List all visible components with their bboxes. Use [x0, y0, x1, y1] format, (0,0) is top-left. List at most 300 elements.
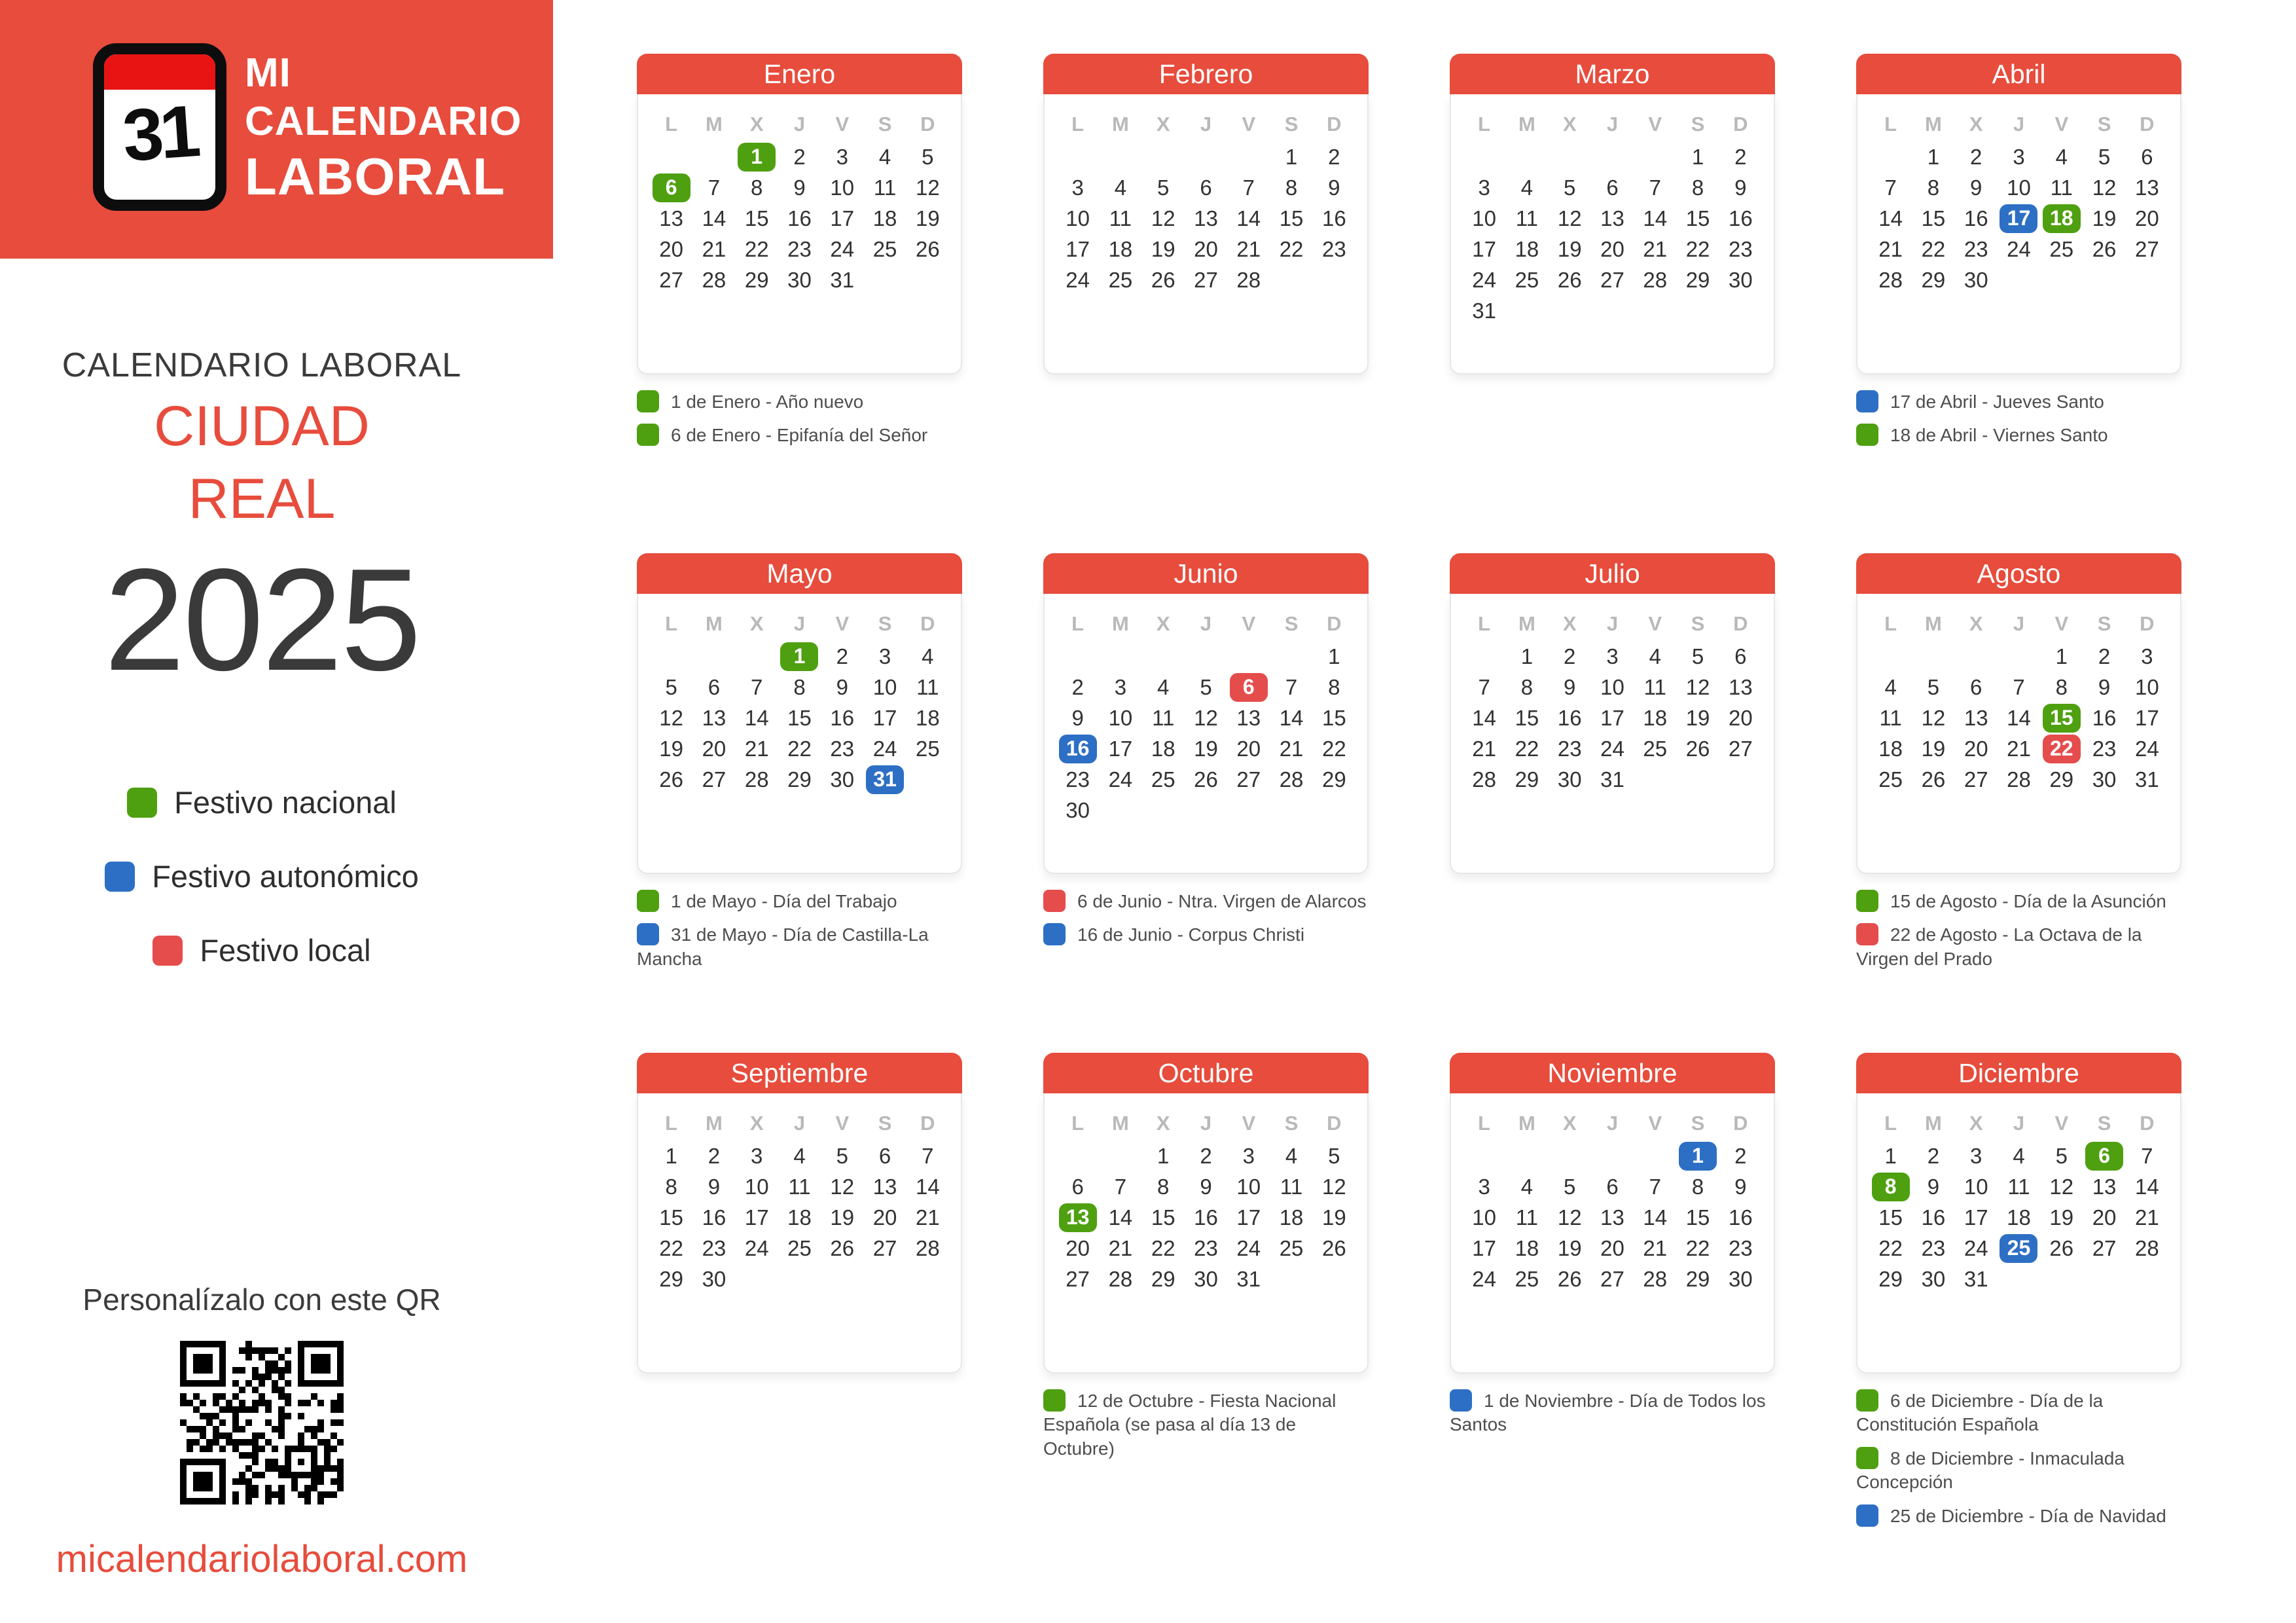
day-cell — [1719, 1233, 1762, 1264]
day-cell — [906, 1233, 949, 1264]
month-block — [1043, 54, 1369, 390]
weekday-letter: J — [793, 113, 806, 136]
day-cell — [1869, 264, 1912, 295]
day-cell — [1955, 203, 1998, 234]
weekday-letter: S — [1691, 1112, 1705, 1135]
day-number: 9 — [708, 1174, 721, 1199]
month-block — [637, 553, 962, 981]
day-number: 9 — [793, 175, 806, 200]
day-number: 7 — [751, 674, 763, 699]
day-number: 12 — [915, 175, 940, 200]
day-number: 17 — [1472, 1235, 1496, 1260]
day-number: 21 — [2007, 736, 2031, 761]
month-block — [1450, 54, 1775, 390]
day-number: 16 — [787, 206, 812, 230]
day-cell — [1912, 141, 1954, 172]
day-cell — [1549, 234, 1591, 264]
note-color-swatch — [1856, 1447, 1878, 1469]
day-cell — [736, 1233, 778, 1264]
day-cell — [692, 1171, 735, 1202]
day-number: 5 — [1157, 175, 1170, 200]
empty-cell — [1505, 141, 1548, 172]
day-cell — [1270, 1202, 1312, 1233]
day-number: 25 — [1279, 1235, 1304, 1260]
day-number: 29 — [1321, 767, 1346, 792]
day-number: 27 — [1194, 267, 1218, 292]
day-number: 18 — [1108, 236, 1133, 261]
weekday-letter: J — [1606, 113, 1619, 136]
day-number: 19 — [1921, 736, 1946, 761]
day-number: 17 — [1066, 236, 1090, 261]
day-cell — [2126, 702, 2168, 733]
month-block — [637, 1053, 962, 1389]
day-number: 30 — [2092, 767, 2117, 792]
day-number: 18 — [915, 705, 940, 730]
day-cell — [1185, 264, 1227, 295]
day-number: 9 — [1734, 1174, 1747, 1199]
months-grid — [637, 54, 2181, 1552]
day-number: 23 — [787, 236, 812, 261]
day-number: 7 — [1884, 175, 1897, 200]
empty-cell — [1227, 641, 1270, 672]
day-cell — [1676, 234, 1719, 264]
day-cell — [1056, 264, 1099, 295]
day-cell — [1955, 234, 1998, 264]
weekday-letter: L — [665, 612, 678, 635]
day-number: 19 — [2092, 206, 2117, 230]
day-number: 1 — [2055, 644, 2068, 668]
month-body — [1043, 94, 1369, 374]
day-number: 1 — [1927, 144, 1940, 169]
day-number: 9 — [1328, 175, 1340, 200]
note-item — [637, 923, 962, 971]
note-color-swatch — [637, 890, 659, 912]
weekday-letter: D — [1733, 1112, 1748, 1135]
day-cell — [1463, 733, 1505, 764]
day-number: 27 — [872, 1235, 897, 1260]
day-cell — [2040, 234, 2083, 264]
day-cell — [736, 702, 778, 733]
weekday-header — [1869, 612, 2168, 636]
day-cell — [2083, 172, 2125, 203]
day-number: 22 — [1515, 736, 1539, 761]
day-number: 3 — [2141, 644, 2153, 668]
day-number: 7 — [922, 1143, 934, 1168]
day-cell — [1056, 672, 1099, 702]
day-cell — [863, 141, 906, 172]
weekday-letter: S — [878, 1112, 892, 1135]
day-cell — [1505, 1171, 1548, 1202]
day-number: 10 — [1236, 1174, 1261, 1199]
note-color-swatch — [1856, 1389, 1878, 1412]
day-cell — [2126, 141, 2168, 172]
day-cell — [821, 1171, 863, 1202]
day-number: 10 — [1066, 206, 1090, 230]
day-cell — [1549, 1233, 1591, 1264]
weekday-header — [650, 1112, 949, 1135]
day-number: 19 — [1194, 736, 1218, 761]
holiday-chip: 1 — [780, 642, 818, 671]
day-number: 1 — [1520, 644, 1534, 668]
day-number: 27 — [702, 767, 726, 792]
day-cell — [1463, 295, 1505, 326]
day-cell — [1955, 264, 1998, 295]
weekday-letter: L — [1884, 113, 1897, 136]
day-cell — [650, 203, 692, 234]
empty-cell — [1142, 641, 1185, 672]
day-cell — [2126, 203, 2168, 234]
day-cell — [1227, 264, 1270, 295]
empty-cell — [1869, 641, 1912, 672]
month-notes — [637, 390, 962, 448]
day-number: 12 — [1151, 206, 1175, 230]
day-number: 9 — [1927, 1174, 1940, 1199]
day-cell — [1634, 1202, 1676, 1233]
day-number: 12 — [1194, 705, 1218, 730]
day-cell — [1142, 764, 1185, 795]
weekday-header — [1463, 612, 1762, 636]
day-number: 14 — [1472, 705, 1496, 730]
day-number: 19 — [2049, 1205, 2074, 1230]
weekday-letter: V — [1648, 1112, 1662, 1135]
day-number: 22 — [1878, 1235, 1903, 1260]
note-text: 25 de Diciembre - Día de Navidad — [1890, 1505, 2166, 1526]
day-cell — [1869, 733, 1912, 764]
empty-cell — [1955, 641, 1998, 672]
day-number: 28 — [1279, 767, 1304, 792]
day-cell — [1142, 733, 1185, 764]
day-cell — [1505, 733, 1548, 764]
day-number: 21 — [1236, 236, 1261, 261]
day-number: 20 — [1600, 236, 1624, 261]
day-cell — [1505, 641, 1548, 672]
month-body — [1856, 94, 2181, 374]
day-number: 10 — [1600, 674, 1624, 699]
month-notes — [1043, 1389, 1369, 1461]
day-cell — [2126, 234, 2168, 264]
weekday-letter: M — [1518, 612, 1535, 635]
note-item — [1043, 1389, 1369, 1461]
day-number: 2 — [1328, 144, 1340, 169]
day-number: 10 — [830, 175, 855, 200]
month-title: Septiembre — [637, 1053, 962, 1093]
day-cell — [1591, 264, 1634, 295]
day-cell — [821, 764, 863, 795]
weekday-letter: X — [749, 113, 764, 136]
day-cell — [1955, 172, 1998, 203]
day-cell — [1142, 172, 1185, 203]
day-cell — [1869, 764, 1912, 795]
day-cell — [650, 672, 692, 702]
weekday-letter: L — [1071, 113, 1085, 136]
month-body — [1856, 594, 2181, 874]
day-number: 10 — [1472, 1205, 1496, 1230]
day-cell — [1099, 1202, 1141, 1233]
note-color-swatch — [1856, 1504, 1878, 1527]
day-cell — [1549, 702, 1591, 733]
month-notes — [1856, 390, 2181, 448]
day-cell — [1463, 234, 1505, 264]
day-cell — [1505, 764, 1548, 795]
empty-cell — [1505, 1140, 1548, 1171]
day-cell — [863, 702, 906, 733]
note-item — [637, 390, 962, 414]
day-number: 25 — [915, 736, 940, 761]
day-cell — [1955, 1140, 1998, 1171]
month-block — [637, 54, 962, 458]
day-cell — [1634, 641, 1676, 672]
day-number: 14 — [1878, 206, 1903, 230]
empty-cell — [1099, 141, 1141, 172]
day-cell — [1463, 1264, 1505, 1294]
day-number: 14 — [2007, 705, 2031, 730]
day-cell — [1270, 234, 1312, 264]
day-cell — [1912, 203, 1954, 234]
logo-number: 31 — [120, 90, 200, 177]
weekday-letter: S — [2097, 113, 2111, 136]
weekday-header — [1463, 1112, 1762, 1135]
day-cell — [778, 702, 821, 733]
day-number: 9 — [1071, 705, 1084, 730]
note-text: 31 de Mayo - Día de Castilla-La Mancha — [637, 924, 929, 969]
day-number: 25 — [1878, 767, 1903, 792]
weekday-letter: J — [1606, 1112, 1619, 1135]
day-cell — [778, 733, 821, 764]
day-number: 29 — [1685, 1266, 1710, 1291]
day-number: 20 — [1600, 1235, 1624, 1260]
day-cell — [778, 264, 821, 295]
day-cell — [1955, 1202, 1998, 1233]
day-cell — [1549, 1202, 1591, 1233]
empty-cell — [736, 641, 778, 672]
empty-cell — [1998, 641, 2040, 672]
day-cell — [1056, 702, 1099, 733]
day-number: 10 — [744, 1174, 769, 1199]
weekday-letter: M — [1112, 113, 1129, 136]
day-number: 12 — [1557, 1205, 1582, 1230]
day-number: 25 — [1515, 267, 1539, 292]
day-cell — [692, 203, 735, 234]
weekday-header — [650, 113, 949, 136]
day-cell — [1955, 672, 1998, 702]
day-number: 18 — [1878, 736, 1903, 761]
weekday-letter: V — [835, 113, 850, 136]
note-item — [1856, 890, 2181, 913]
dates-grid — [1463, 1140, 1762, 1294]
day-number: 22 — [1685, 236, 1710, 261]
day-cell — [1185, 1264, 1227, 1294]
day-number: 2 — [1200, 1143, 1212, 1168]
note-text: 15 de Agosto - Día de la Asunción — [1890, 891, 2166, 911]
day-number: 28 — [1236, 267, 1261, 292]
day-cell — [1869, 1140, 1912, 1171]
empty-cell — [1227, 141, 1270, 172]
month-card — [1043, 1053, 1369, 1374]
weekday-letter: V — [2054, 612, 2069, 635]
day-cell — [1591, 1202, 1634, 1233]
day-cell — [1591, 641, 1634, 672]
day-cell — [1719, 203, 1762, 234]
day-cell — [1185, 1140, 1227, 1171]
day-number: 21 — [1279, 736, 1304, 761]
day-number: 8 — [1520, 674, 1534, 699]
month-card — [1043, 54, 1369, 374]
day-number: 29 — [1515, 767, 1539, 792]
day-number: 2 — [708, 1143, 721, 1168]
legend-label: Festivo autonómico — [152, 859, 419, 894]
weekday-letter: D — [1327, 1112, 1342, 1135]
month-block — [1043, 553, 1369, 957]
day-number: 14 — [1236, 206, 1261, 230]
day-number: 18 — [1279, 1205, 1304, 1230]
day-cell — [1634, 1264, 1676, 1294]
day-cell — [2040, 141, 2083, 172]
day-number: 20 — [1194, 236, 1218, 261]
day-cell — [863, 1233, 906, 1264]
day-number: 11 — [1515, 206, 1539, 230]
day-cell — [1869, 1171, 1912, 1202]
month-title: Noviembre — [1450, 1053, 1775, 1093]
day-cell — [778, 203, 821, 234]
day-cell — [1634, 172, 1676, 203]
note-color-swatch — [1856, 890, 1878, 912]
day-number: 24 — [2134, 736, 2159, 761]
day-cell — [863, 234, 906, 264]
day-cell — [736, 1171, 778, 1202]
holiday-chip: 1 — [738, 143, 776, 172]
day-number: 24 — [1600, 736, 1624, 761]
day-number: 11 — [873, 175, 897, 200]
weekday-letter: X — [1156, 1112, 1170, 1135]
day-cell — [1549, 672, 1591, 702]
day-cell — [1912, 1140, 1954, 1171]
day-cell — [1142, 1202, 1185, 1233]
day-cell — [1998, 141, 2040, 172]
weekday-letter: X — [1156, 612, 1170, 635]
month-card — [1856, 553, 2181, 874]
empty-cell — [1634, 141, 1676, 172]
day-cell — [1227, 172, 1270, 203]
day-number: 25 — [1108, 267, 1133, 292]
day-cell — [1955, 733, 1998, 764]
day-cell — [1313, 203, 1355, 234]
day-cell — [1719, 172, 1762, 203]
day-cell — [1998, 672, 2040, 702]
day-cell — [650, 234, 692, 264]
holiday-chip: 16 — [1059, 735, 1097, 763]
day-cell — [2040, 172, 2083, 203]
day-number: 6 — [1734, 644, 1747, 668]
day-cell — [1505, 672, 1548, 702]
day-cell — [1719, 702, 1762, 733]
weekday-letter: X — [749, 1112, 764, 1135]
day-number: 20 — [1236, 736, 1261, 761]
day-number: 13 — [2092, 1174, 2117, 1199]
day-cell — [778, 641, 821, 672]
day-cell — [2126, 672, 2168, 702]
day-number: 3 — [1242, 1143, 1255, 1168]
day-cell — [692, 172, 735, 203]
day-cell — [1549, 1171, 1591, 1202]
day-cell — [821, 234, 863, 264]
day-number: 11 — [1515, 1205, 1539, 1230]
day-number: 19 — [1321, 1205, 1346, 1230]
day-cell — [1463, 702, 1505, 733]
weekday-letter: J — [2013, 1112, 2025, 1135]
day-number: 26 — [1557, 267, 1582, 292]
day-cell — [1185, 203, 1227, 234]
day-number: 18 — [1515, 1235, 1539, 1260]
day-number: 23 — [1728, 1235, 1753, 1260]
logo-line: MI — [245, 50, 291, 96]
day-number: 30 — [1728, 267, 1753, 292]
day-number: 23 — [1066, 767, 1090, 792]
month-notes — [1856, 890, 2181, 971]
day-cell — [736, 141, 778, 172]
day-cell — [906, 641, 949, 672]
day-cell — [821, 1202, 863, 1233]
day-cell — [2126, 764, 2168, 795]
day-cell — [821, 1140, 863, 1171]
day-number: 22 — [1151, 1235, 1175, 1260]
day-number: 13 — [872, 1174, 897, 1199]
day-number: 11 — [1109, 206, 1132, 230]
day-cell — [906, 234, 949, 264]
day-number: 4 — [2055, 144, 2068, 169]
day-cell — [2083, 1171, 2125, 1202]
empty-cell — [1185, 141, 1227, 172]
day-number: 24 — [1964, 1235, 1988, 1260]
weekday-letter: X — [1969, 113, 1983, 136]
day-cell — [2083, 1140, 2125, 1171]
day-cell — [692, 1233, 735, 1264]
subtitle-calendario-laboral: CALENDARIO LABORAL — [62, 346, 462, 384]
day-cell — [1227, 764, 1270, 795]
day-cell — [1099, 1264, 1141, 1294]
day-cell — [1505, 234, 1548, 264]
day-number: 21 — [1472, 736, 1496, 761]
day-cell — [1634, 702, 1676, 733]
day-number: 6 — [1200, 175, 1212, 200]
month-title: Junio — [1043, 553, 1369, 594]
day-number: 31 — [1472, 298, 1496, 323]
day-cell — [863, 1202, 906, 1233]
day-number: 10 — [1472, 206, 1496, 230]
day-cell — [1185, 672, 1227, 702]
day-number: 22 — [659, 1235, 683, 1260]
day-cell — [1056, 1264, 1099, 1294]
legend-label: Festivo local — [200, 933, 371, 968]
day-cell — [1549, 641, 1591, 672]
day-cell — [778, 234, 821, 264]
day-number: 2 — [1927, 1143, 1940, 1168]
day-cell — [1142, 234, 1185, 264]
day-number: 16 — [1964, 206, 1988, 230]
day-number: 11 — [2050, 175, 2073, 200]
day-number: 25 — [1643, 736, 1668, 761]
day-number: 23 — [1557, 736, 1582, 761]
day-cell — [1719, 1264, 1762, 1294]
day-number: 18 — [787, 1205, 812, 1230]
day-cell — [906, 733, 949, 764]
logo-line: LABORAL — [245, 147, 506, 206]
day-cell — [1634, 264, 1676, 295]
day-number: 4 — [1884, 674, 1897, 699]
day-cell — [650, 1140, 692, 1171]
month-title: Julio — [1450, 553, 1775, 594]
day-cell — [778, 172, 821, 203]
note-item — [1450, 1389, 1775, 1437]
